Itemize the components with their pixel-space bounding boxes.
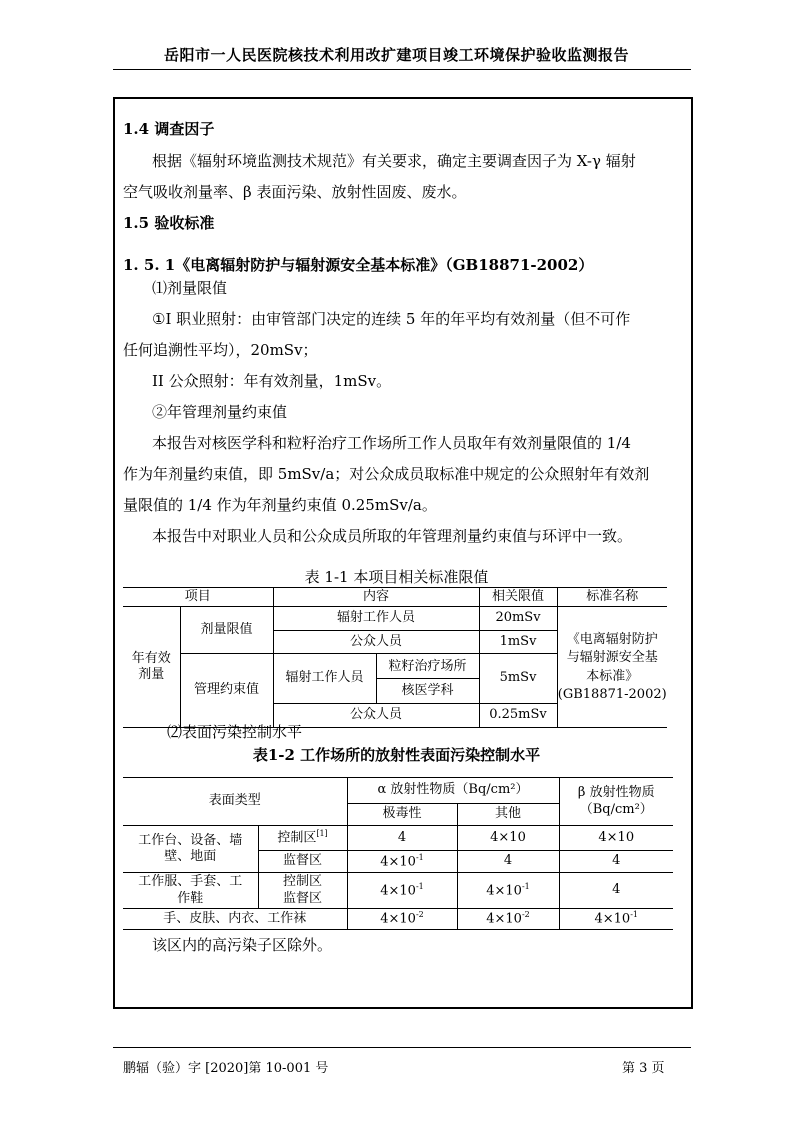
- r3-beta: $4\times 10^{-1}$: [559, 909, 673, 930]
- section-1-5-heading: 1.5 验收标准: [123, 214, 215, 232]
- standard-code-text: (GB18871-2002): [557, 687, 667, 703]
- value-025msv: 0.25mSv: [479, 704, 557, 728]
- public-cell-1: 公众人员: [273, 631, 479, 654]
- ctrl-super-cell: 控制区 监督区: [258, 873, 347, 909]
- th-other: 其他: [457, 804, 559, 826]
- report-header-title: 岳阳市一人民医院核技术利用改扩建项目竣工环境保护验收监测报告: [163, 46, 629, 64]
- table-1-2-caption: 表1-2 工作场所的放射性表面污染控制水平: [252, 746, 541, 764]
- r2-other: $4\times 10^{-1}$: [457, 873, 559, 909]
- value-20msv: 20mSv: [479, 607, 557, 631]
- management-constraint-cell: 管理约束值: [180, 654, 273, 728]
- seed-nm-cell: [376, 654, 479, 704]
- constraint-item: ②年管理剂量约束值: [152, 403, 288, 421]
- row-hands-name: 手、皮肤、内衣、工作袜: [123, 909, 347, 930]
- th-beta: β 放射性物质（Bq/cm²）: [559, 778, 673, 826]
- standard-name-text: 《电离辐射防护与辐射源安全基本标准》: [566, 631, 658, 685]
- r3-other: $4\times 10^{-2}$: [457, 909, 559, 930]
- table-note: 该区内的高污染子区除外。: [152, 936, 333, 954]
- supervised-zone-cell: 监督区: [258, 851, 347, 873]
- constraint-line-1: 本报告对核医学科和粒籽治疗工作场所工作人员取年有效剂量限值的 1/4: [152, 434, 631, 452]
- th-content: 内容: [273, 588, 479, 607]
- th-alpha: α 放射性物质（Bq/cm²）: [347, 778, 559, 804]
- th-very-toxic: 极毒性: [347, 804, 457, 826]
- th-surface-type: 表面类型: [123, 778, 347, 826]
- r1-sup-other: 4: [457, 851, 559, 873]
- control-zone-cell: 控制区[1]: [258, 826, 347, 851]
- r1-ctrl-beta: 4×10: [559, 826, 673, 851]
- row-workclothes-name: 工作服、手套、工作鞋: [123, 873, 258, 909]
- r2-tox: $4\times 10^{-1}$: [347, 873, 457, 909]
- public-exposure-line: II 公众照射：年有效剂量，1mSv。: [152, 372, 392, 390]
- page-number: 第 3 页: [622, 1061, 665, 1076]
- section-1-4-para-line-1: 根据《辐射环境监测技术规范》有关要求，确定主要调查因子为 X-γ 辐射: [152, 152, 636, 170]
- seed-therapy-site: 粒籽治疗场所: [377, 655, 479, 679]
- value-5msv: 5mSv: [479, 654, 557, 704]
- r1-sup-tox: $4\times 10^{-1}$: [347, 851, 457, 873]
- public-cell-2: 公众人员: [273, 704, 479, 728]
- document-number: 鹏辐（验）字 [2020]第 10-001 号: [123, 1061, 329, 1076]
- r1-sup-beta: 4: [559, 851, 673, 873]
- section-1-4-para-line-2: 空气吸收剂量率、β 表面污染、放射性固废、废水。: [123, 183, 467, 201]
- dose-limit-item: ⑴剂量限值: [152, 279, 228, 297]
- th-item: 项目: [123, 588, 273, 607]
- standard-name-cell: [557, 607, 667, 728]
- section-1-5-1-heading: 1. 5. 1《电离辐射防护与辐射源安全基本标准》（GB18871-2002）: [123, 256, 594, 274]
- section-1-4-heading: 1.4 调查因子: [123, 120, 215, 138]
- th-standard: 标准名称: [557, 588, 667, 607]
- constraint-line-3: 量限值的 1/4 作为年剂量约束值 0.25mSv/a。: [123, 496, 437, 514]
- row-workbench-name: 工作台、设备、墙壁、地面: [123, 826, 258, 873]
- th-limit: 相关限值: [479, 588, 557, 607]
- table-1-2: [123, 777, 673, 930]
- occupational-line-2: 任何追溯性平均），20mSv；: [123, 341, 318, 359]
- table-1-1-caption: 表 1-1 本项目相关标准限值: [304, 568, 489, 586]
- value-1msv: 1mSv: [479, 631, 557, 654]
- r2-beta: 4: [559, 873, 673, 909]
- r1-ctrl-tox: 4: [347, 826, 457, 851]
- occupational-line-1: ①I 职业照射：由审管部门决定的连续 5 年的年平均有效剂量（但不可作: [152, 310, 631, 328]
- r3-tox: $4\times 10^{-2}$: [347, 909, 457, 930]
- dose-limit-cell: 剂量限值: [180, 607, 273, 654]
- consistency-line: 本报告中对职业人员和公众成员所取的年管理剂量约束值与环评中一致。: [152, 527, 633, 545]
- radiation-worker-cell-2: 辐射工作人员: [273, 654, 376, 704]
- annual-dose-cell: 年有效剂量: [123, 607, 180, 728]
- nuclear-medicine-dept: 核医学科: [401, 683, 454, 698]
- header-rule: [113, 69, 691, 70]
- footer-rule: [113, 1047, 691, 1048]
- surface-contamination-item: ⑵表面污染控制水平: [167, 723, 303, 741]
- table-1-1: [123, 587, 667, 728]
- constraint-line-2: 作为年剂量约束值，即 5mSv/a；对公众成员取标准中规定的公众照射年有效剂: [123, 465, 650, 483]
- r1-ctrl-other: 4×10: [457, 826, 559, 851]
- radiation-worker-cell: 辐射工作人员: [273, 607, 479, 631]
